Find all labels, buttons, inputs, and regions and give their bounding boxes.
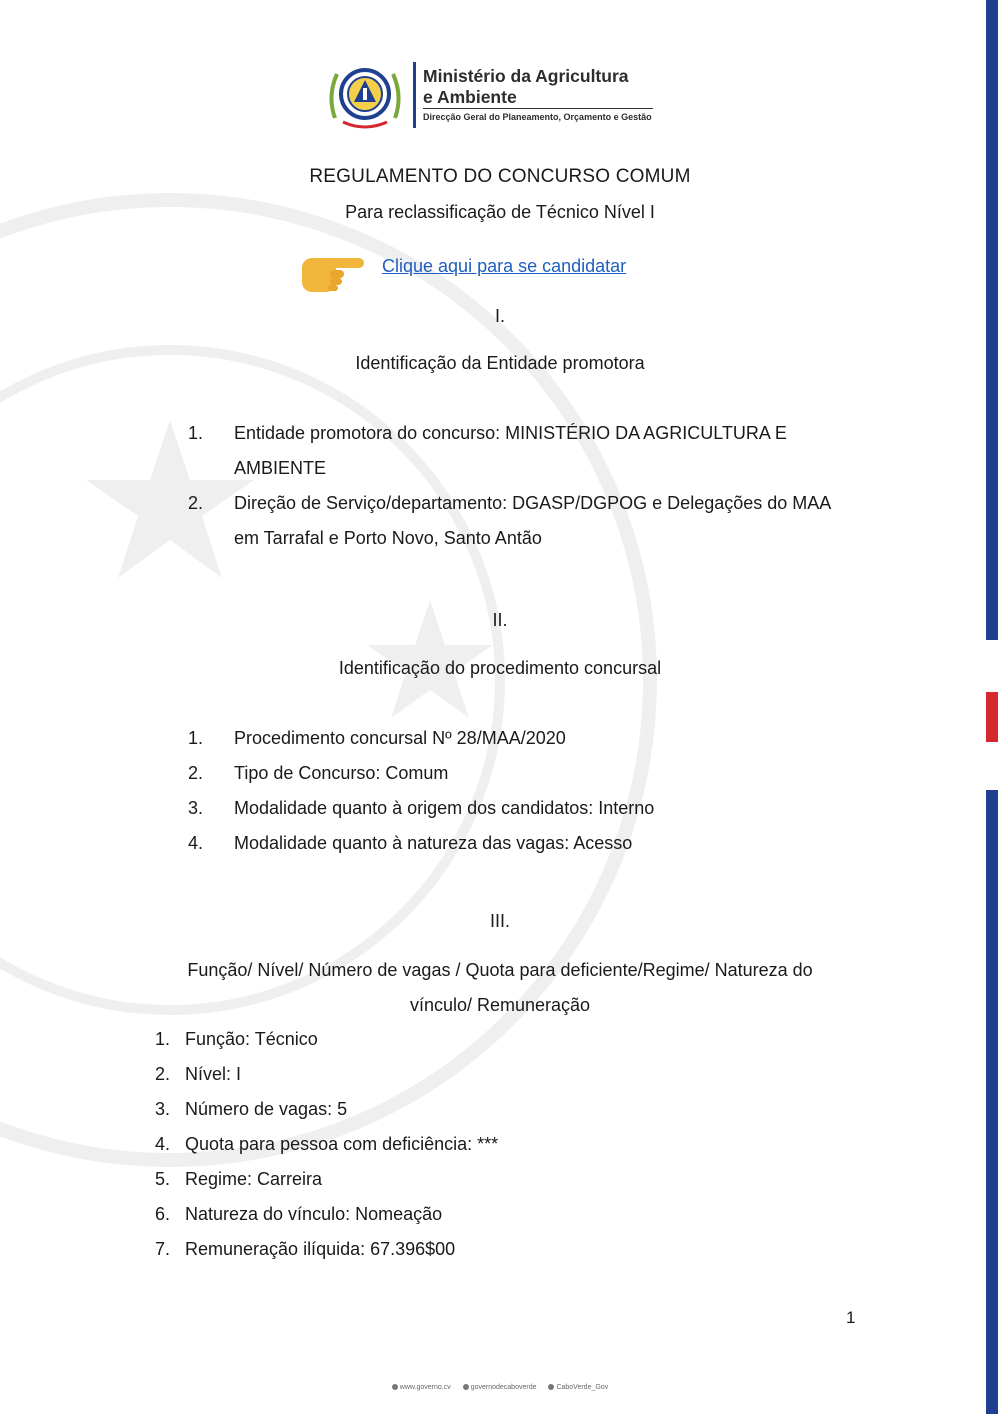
list-item	[155, 1092, 855, 1127]
section-2-numeral: II.	[492, 610, 508, 630]
document-subtitle: Para reclassificação de Técnico Nível I	[345, 202, 655, 222]
list-item	[155, 1162, 855, 1197]
twitter-icon	[548, 1384, 554, 1390]
list-item-text: Tipo de Concurso: Comum	[234, 763, 449, 783]
footer	[0, 1384, 1000, 1391]
apply-link[interactable]: Clique aqui para se candidatar	[382, 256, 627, 276]
list-item-text: Direção de Serviço/departamento: DGASP/DGPOG e Delegações do MAA em Tarrafal e Porto Novo, Santo Antão	[234, 493, 831, 548]
directorate-name: Direcção Geral do Planeamento, Orçamento e Gestão	[423, 112, 652, 122]
ministry-name-line2: e Ambiente	[423, 87, 517, 107]
section-2-list	[188, 721, 860, 861]
list-item-text: Remuneração ilíquida: 67.396$00	[185, 1239, 456, 1259]
list-item	[188, 486, 860, 556]
list-item-text: Função: Técnico	[185, 1029, 318, 1049]
list-item	[155, 1197, 855, 1232]
list-item-text: Regime: Carreira	[185, 1169, 323, 1189]
section-1-heading: Identificação da Entidade promotora	[355, 353, 645, 373]
section-1-list	[188, 416, 860, 556]
list-item-text: Modalidade quanto à origem dos candidatos: Interno	[234, 798, 655, 818]
list-item-number: 2.	[155, 1064, 171, 1084]
list-item	[155, 1022, 855, 1057]
section-3-heading-line1: Função/ Nível/ Número de vagas / Quota para deficiente/Regime/ Natureza do	[187, 960, 813, 980]
list-item-number: 1.	[188, 423, 204, 443]
list-item-number: 2.	[188, 493, 204, 513]
globe-icon	[392, 1384, 398, 1390]
list-item-number: 4.	[188, 833, 204, 853]
right-edge-blue-bar-lower	[986, 790, 998, 1414]
list-item-number: 3.	[188, 798, 204, 818]
section-3-heading-line2: vínculo/ Remuneração	[409, 995, 591, 1015]
pointing-hand-icon	[300, 246, 366, 296]
section-3-list	[155, 1022, 855, 1267]
list-item-number: 1.	[155, 1029, 171, 1049]
ministry-header	[325, 58, 670, 132]
ministry-name-line1: Ministério da Agricultura	[423, 66, 629, 86]
list-item-number: 2.	[188, 763, 204, 783]
list-item	[188, 416, 860, 486]
footer-website[interactable]: www.governo.cv	[392, 1384, 451, 1391]
coat-of-arms-icon	[325, 58, 405, 132]
apply-row	[300, 246, 700, 296]
list-item	[188, 791, 860, 826]
list-item-number: 3.	[155, 1099, 171, 1119]
header-underline	[423, 108, 653, 109]
list-item-number: 7.	[155, 1239, 171, 1259]
list-item-text: Quota para pessoa com deficiência: ***	[185, 1134, 499, 1154]
list-item	[188, 756, 860, 791]
right-edge-red-bar	[986, 692, 998, 742]
list-item	[188, 721, 860, 756]
footer-facebook[interactable]: governodecaboverde	[463, 1384, 537, 1391]
list-item-text: Número de vagas: 5	[185, 1099, 348, 1119]
list-item-text: Natureza do vínculo: Nomeação	[185, 1204, 443, 1224]
header-divider	[413, 62, 416, 128]
facebook-icon	[463, 1384, 469, 1390]
list-item-text: Nível: I	[185, 1064, 242, 1084]
list-item-text: Procedimento concursal Nº 28/MAA/2020	[234, 728, 566, 748]
list-item-number: 6.	[155, 1204, 171, 1224]
list-item-number: 1.	[188, 728, 204, 748]
list-item-number: 4.	[155, 1134, 171, 1154]
section-3-numeral: III.	[489, 911, 510, 931]
list-item	[155, 1057, 855, 1092]
document-title: REGULAMENTO DO CONCURSO COMUM	[309, 166, 691, 187]
list-item-text: Entidade promotora do concurso: MINISTÉRIO DA AGRICULTURA E AMBIENTE	[234, 423, 787, 478]
footer-twitter[interactable]: CaboVerde_Gov	[548, 1384, 608, 1391]
list-item	[188, 826, 860, 861]
page-number: 1	[846, 1308, 856, 1327]
list-item	[155, 1127, 855, 1162]
list-item	[155, 1232, 855, 1267]
list-item-text: Modalidade quanto à natureza das vagas: Acesso	[234, 833, 633, 853]
section-2-heading: Identificação do procedimento concursal	[338, 658, 662, 678]
section-1-numeral: I.	[494, 306, 505, 326]
ministry-name	[423, 66, 629, 108]
list-item-number: 5.	[155, 1169, 171, 1189]
